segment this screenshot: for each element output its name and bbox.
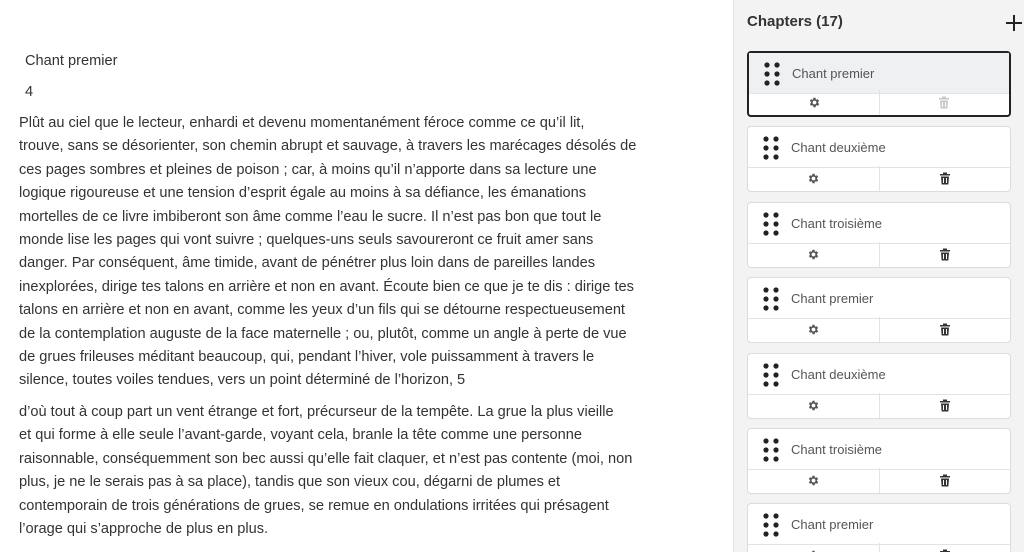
chapter-actions	[748, 543, 1010, 552]
drag-handle-icon[interactable]	[763, 438, 779, 462]
settings-button[interactable]	[748, 166, 880, 191]
delete-button[interactable]	[879, 543, 1010, 552]
text-line: logique rigoureuse et une tension d’esprit égale au moins à sa défiance, les émanations	[19, 185, 587, 202]
chapter-title: Chant premier	[792, 66, 875, 81]
chapter-card-header[interactable]	[748, 203, 1010, 244]
settings-button[interactable]	[748, 543, 880, 552]
trash-icon	[939, 399, 951, 412]
gear-icon	[807, 323, 820, 336]
chapter-card[interactable]	[747, 428, 1011, 494]
text-line: inexplorées, dirige tes talons en arrière et non en avant. Écoute bien ce que je te dis : dirige tes	[19, 278, 634, 295]
text-line: monde lise les pages qui vont suivre ; quelques-uns seuls savoureront ce fruit amer sans	[19, 232, 594, 249]
chapter-actions	[748, 242, 1010, 267]
text-line: ces pages sombres et pleines de poison ; car, à moins qu’il n’apporte dans sa lecture une	[19, 161, 597, 178]
page-number[interactable]: 4	[25, 84, 34, 100]
trash-icon	[939, 474, 951, 487]
chapter-title: Chant premier	[791, 291, 874, 307]
trash-icon	[939, 248, 951, 261]
text-line: silence, toutes voiles tendues, vers un point déterminé de l’horizon, 5	[19, 372, 466, 389]
text-line: raisonnable, conséquemment son bec aussi qu’elle fait claquer, et n’est pas contente (moi, non	[19, 450, 633, 467]
chapter-title: Chant deuxième	[791, 366, 886, 382]
delete-button[interactable]	[879, 242, 1010, 267]
chapter-title: Chant troisième	[791, 442, 883, 457]
settings-button[interactable]	[748, 242, 880, 267]
text-line: Plût au ciel que le lecteur, enhardi et devenu momentanément féroce comme ce qu’il lit,	[19, 115, 585, 131]
chapters-sidebar	[733, 0, 1024, 552]
chapter-card[interactable]	[747, 126, 1011, 192]
settings-button[interactable]	[748, 317, 880, 342]
text-line: trouve, sans se désorienter, son chemin abrupt et sauvage, à travers les marécages désolés de	[19, 138, 637, 155]
chapter-card[interactable]	[747, 353, 1011, 419]
text-line: plus, je ne le serais pas à sa place), tandis que son vieux cou, dégarni de plumes et	[19, 474, 561, 491]
text-line: et qui forme à elle seule l’avant-garde, voyant cela, branle la tête comme une personne	[19, 427, 582, 444]
chapter-card-header[interactable]	[748, 127, 1010, 168]
chapter-actions	[748, 393, 1010, 418]
chapter-actions	[748, 166, 1010, 191]
chapter-title: Chant premier	[791, 517, 874, 533]
delete-button[interactable]	[879, 393, 1010, 418]
gear-icon	[807, 474, 820, 487]
text-line: mortelles de ce livre imbiberont son âme comme l’eau le sucre. Il n’est pas bon que tout le	[19, 208, 602, 225]
drag-handle-icon[interactable]	[763, 212, 779, 236]
chapter-actions	[748, 317, 1010, 342]
drag-handle-icon[interactable]	[763, 287, 779, 311]
chapter-card-header[interactable]	[748, 429, 1010, 470]
chapter-actions	[748, 468, 1010, 493]
gear-icon	[807, 399, 820, 412]
paragraph-1[interactable]	[19, 112, 699, 393]
drag-handle-icon[interactable]	[764, 62, 780, 86]
paragraph-2[interactable]	[19, 401, 699, 541]
chapter-card-header[interactable]	[749, 53, 1009, 94]
settings-button[interactable]	[748, 468, 880, 493]
drag-handle-icon[interactable]	[763, 513, 779, 537]
gear-icon	[807, 172, 820, 185]
trash-icon	[938, 96, 950, 109]
text-line: l’orage qui s’approche de plus en plus.	[19, 521, 269, 538]
drag-handle-icon[interactable]	[763, 136, 779, 160]
chapter-card[interactable]	[747, 51, 1011, 117]
delete-button[interactable]	[879, 317, 1010, 342]
drag-handle-icon[interactable]	[763, 363, 779, 387]
delete-button[interactable]	[879, 166, 1010, 191]
delete-button[interactable]	[879, 468, 1010, 493]
chapter-card[interactable]	[747, 277, 1011, 343]
trash-icon	[939, 323, 951, 336]
chapter-card-header[interactable]	[748, 354, 1010, 395]
chapter-title: Chant deuxième	[791, 140, 886, 156]
chapter-card-header[interactable]	[748, 504, 1010, 545]
settings-button[interactable]	[749, 90, 880, 115]
text-line: de grues frileuses méditant beaucoup, qui, pendant l’hiver, vole puissamment à travers le	[19, 349, 595, 366]
chapters-title: Chapters (17)	[747, 13, 843, 30]
chapter-title: Chant troisième	[791, 215, 883, 231]
gear-icon	[807, 248, 820, 261]
text-line: contemporain de trois générations de grues, se remue en ondulations irritées qui présagent	[19, 497, 609, 514]
chapter-heading[interactable]: Chant premier	[25, 53, 118, 69]
text-line: de la contemplation auguste de la face maternelle ; ou, plutôt, comme un angle à perte de vue	[19, 325, 627, 342]
delete-button[interactable]	[879, 90, 1009, 115]
trash-icon	[939, 172, 951, 185]
chapter-card[interactable]	[747, 503, 1011, 552]
text-line: talons en arrière et non en avant, comme les yeux d’un fils qui se détourne respectueusement	[19, 302, 625, 319]
plus-icon[interactable]	[1003, 12, 1024, 34]
settings-button[interactable]	[748, 393, 880, 418]
chapter-actions	[749, 90, 1009, 115]
gear-icon	[808, 96, 821, 109]
text-line: d’où tout à coup part un vent étrange et fort, précurseur de la tempête. La grue la plus vieille	[19, 404, 614, 420]
chapter-card-header[interactable]	[748, 278, 1010, 319]
chapter-card[interactable]	[747, 202, 1011, 268]
text-line: danger. Par conséquent, âme timide, avant de pénétrer plus loin dans de pareilles landes	[19, 255, 596, 272]
